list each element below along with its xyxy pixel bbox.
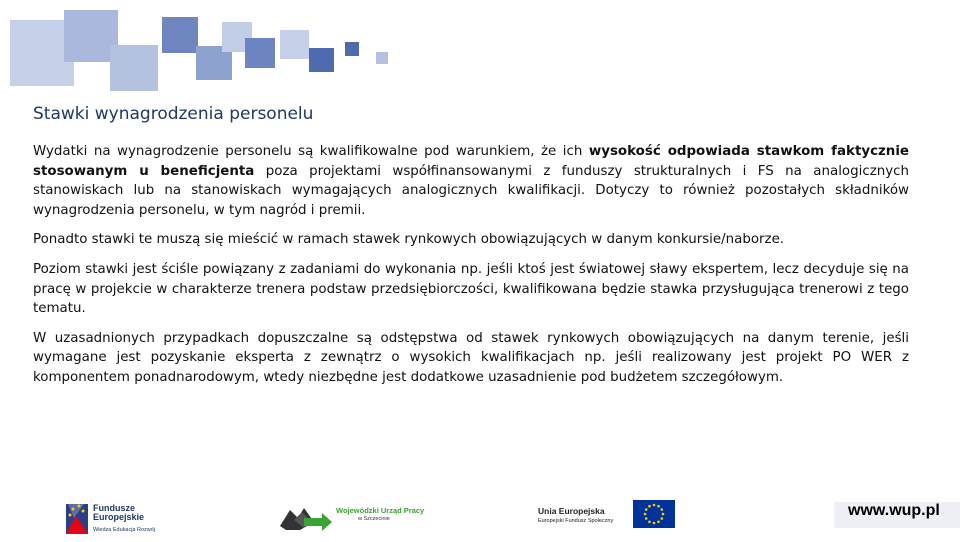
slide-content: [33, 142, 909, 398]
decorative-squares: [0, 0, 400, 100]
fundusze-europejskie-logo: [64, 496, 174, 542]
logo-text: Wojewódzki Urząd Pracy: [336, 506, 425, 515]
wup-emblem: [280, 500, 332, 532]
deco-square: [280, 30, 309, 59]
deco-square: [309, 48, 334, 72]
deco-square: [376, 52, 388, 64]
wup-logo: [280, 500, 425, 536]
paragraph-text: Wydatki na wynagrodzenie personelu są kwalifikowalne pod warunkiem, że ich: [33, 144, 589, 159]
slide-title: Stawki wynagrodzenia personelu: [33, 104, 314, 124]
paragraph: Ponadto stawki te muszą się mieścić w ramach stawek rynkowych obowiązujących w danym konkursie/naborze.: [33, 232, 785, 248]
logo-text: Wiedza Edukacja Rozwój: [93, 527, 156, 533]
paragraph: Poziom stawki jest ściśle powiązany z zadaniami do wykonania np. jeśli ktoś jest światowej sławy ekspertem, lecz decyduje się na pracę w projekcie w charakterze trenera podstaw przedsiębiorczości, kwalifikowana będzie stawka przysługująca trenerowi z tego tematu.: [33, 261, 909, 317]
deco-square: [345, 42, 359, 56]
logo-text: Europejski Fundusz Społeczny: [538, 518, 614, 524]
logo-text: Fundusze: [93, 503, 135, 513]
deco-square: [162, 17, 198, 53]
logo-text: w Szczecinie: [358, 516, 390, 522]
website-url-box: [834, 502, 960, 528]
deco-square: [245, 38, 275, 68]
paragraph-text: poza projektami współfinansowanymi z funduszy strukturalnych i FS na analogicznych stanowiskach lub na stanowiskach wymagających analogicznych kwalifikacji. Dotyczy to również pozostałych składników wynagrodzenia personelu, w tym nagród i premii.: [33, 163, 909, 218]
paragraph: [33, 142, 909, 220]
eu-flag-icon: [633, 500, 675, 528]
website-url[interactable]: www.wup.pl: [848, 502, 940, 519]
paragraph: W uzasadnionych przypadkach dopuszczalne są odstępstwa od stawek rynkowych obowiązujących na danym terenie, jeśli wymagane jest pozyskanie eksperta z zewnątrz o wysokich kwalifikacjach np. jeśli realizowany jest projekt PO WER z komponentem ponadnarodowym, wtedy niezbędne jest dodatkowe uzasadnienie pod budżetem szczegółowym.: [33, 330, 909, 385]
logo-text: Unia Europejska: [538, 506, 605, 516]
paragraph-bold-text: wysokość odpowiada stawkom faktycznie stosowanym u beneficjenta: [33, 144, 910, 179]
footer-logos: [0, 490, 960, 540]
deco-square: [110, 45, 158, 91]
logo-text: Europejskie: [93, 512, 145, 522]
